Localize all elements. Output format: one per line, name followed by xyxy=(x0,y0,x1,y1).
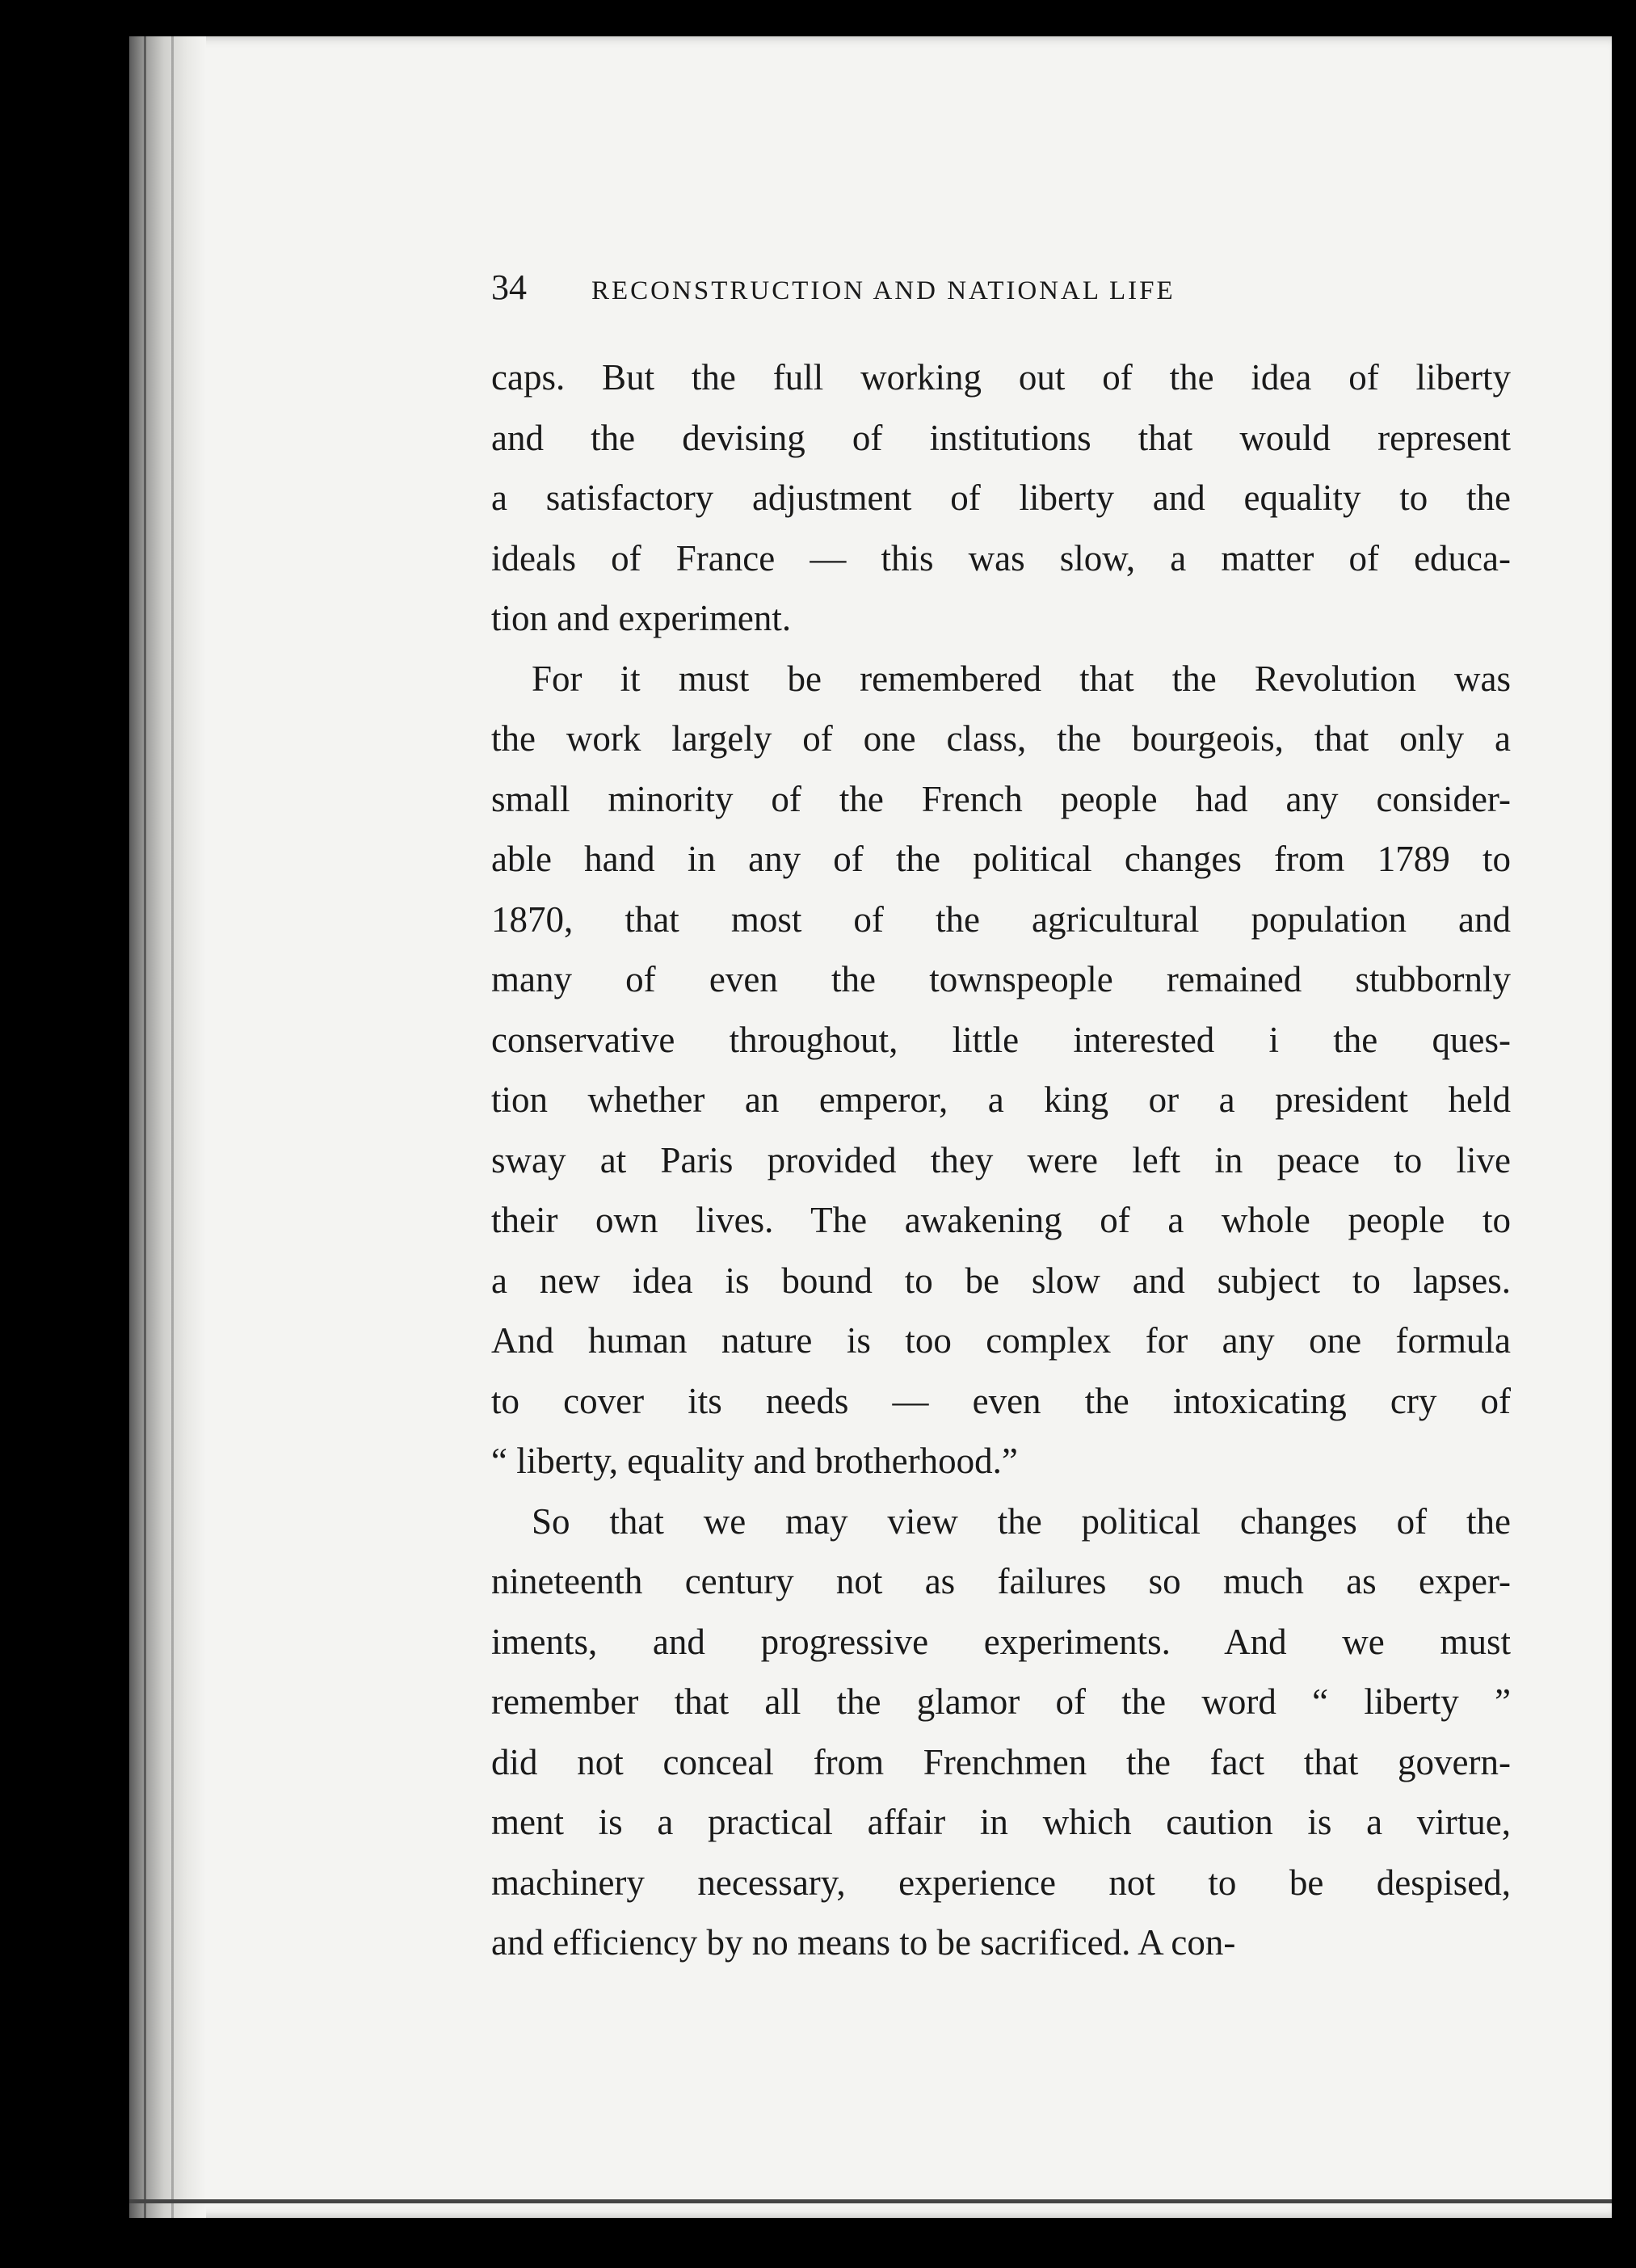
text-line: caps. But the full working out of the idea of liberty xyxy=(491,357,1511,398)
text-line: “ liberty, equality and brotherhood.” xyxy=(491,1441,1018,1481)
paragraph xyxy=(491,649,1511,1492)
page-number: 34 xyxy=(491,267,527,307)
text-line: and the devising of institutions that would represent xyxy=(491,417,1511,458)
paragraph xyxy=(491,1492,1511,1973)
text-line: sway at Paris provided they were left in peace to live xyxy=(491,1139,1511,1180)
text-line: tion whether an emperor, a king or a president held xyxy=(491,1079,1511,1120)
text-line: small minority of the French people had any consider- xyxy=(491,778,1511,819)
gutter-line xyxy=(171,36,174,2218)
body-text xyxy=(491,347,1511,1973)
text-line: many of even the townspeople remained stubbornly xyxy=(491,959,1511,999)
text-line: to cover its needs — even the intoxicating cry of xyxy=(491,1380,1511,1421)
text-line: conservative throughout, little interested i the ques- xyxy=(491,1019,1511,1060)
text-line: did not conceal from Frenchmen the fact that govern- xyxy=(491,1741,1511,1782)
text-line: a new idea is bound to be slow and subject to lapses. xyxy=(491,1260,1511,1301)
running-head xyxy=(491,267,1380,308)
text-line: ment is a practical affair in which caution is a virtue, xyxy=(491,1802,1511,1842)
text-line: able hand in any of the political changes from 1789 to xyxy=(491,839,1511,879)
page-bottom-edge xyxy=(129,2199,1612,2203)
text-line: For it must be remembered that the Revolution was xyxy=(532,658,1511,699)
page-gutter-shadow xyxy=(129,36,206,2218)
text-line: ideals of France — this was slow, a matter of educa- xyxy=(491,537,1511,579)
paragraph xyxy=(491,347,1511,649)
text-line: And human nature is too complex for any one formula xyxy=(491,1320,1511,1361)
text-line: a satisfactory adjustment of liberty and equality to the xyxy=(491,478,1511,518)
text-line: their own lives. The awakening of a whole people to xyxy=(491,1200,1511,1240)
text-line: remember that all the glamor of the word “ liberty ” xyxy=(491,1681,1511,1722)
text-line: nineteenth century not as failures so much as exper- xyxy=(491,1561,1511,1601)
text-line: and efficiency by no means to be sacrificed. A con- xyxy=(491,1922,1236,1963)
text-line: So that we may view the political changes of the xyxy=(532,1500,1511,1542)
text-line: tion and experiment. xyxy=(491,598,792,638)
running-title: RECONSTRUCTION AND NATIONAL LIFE xyxy=(591,276,1175,305)
text-line: 1870, that most of the agricultural population and xyxy=(491,898,1511,940)
gutter-line xyxy=(144,36,146,2218)
text-line: the work largely of one class, the bourgeois, that only a xyxy=(491,718,1511,759)
text-line: iments, and progressive experiments. And we must xyxy=(491,1621,1511,1662)
text-line: machinery necessary, experience not to be despised, xyxy=(491,1862,1511,1903)
